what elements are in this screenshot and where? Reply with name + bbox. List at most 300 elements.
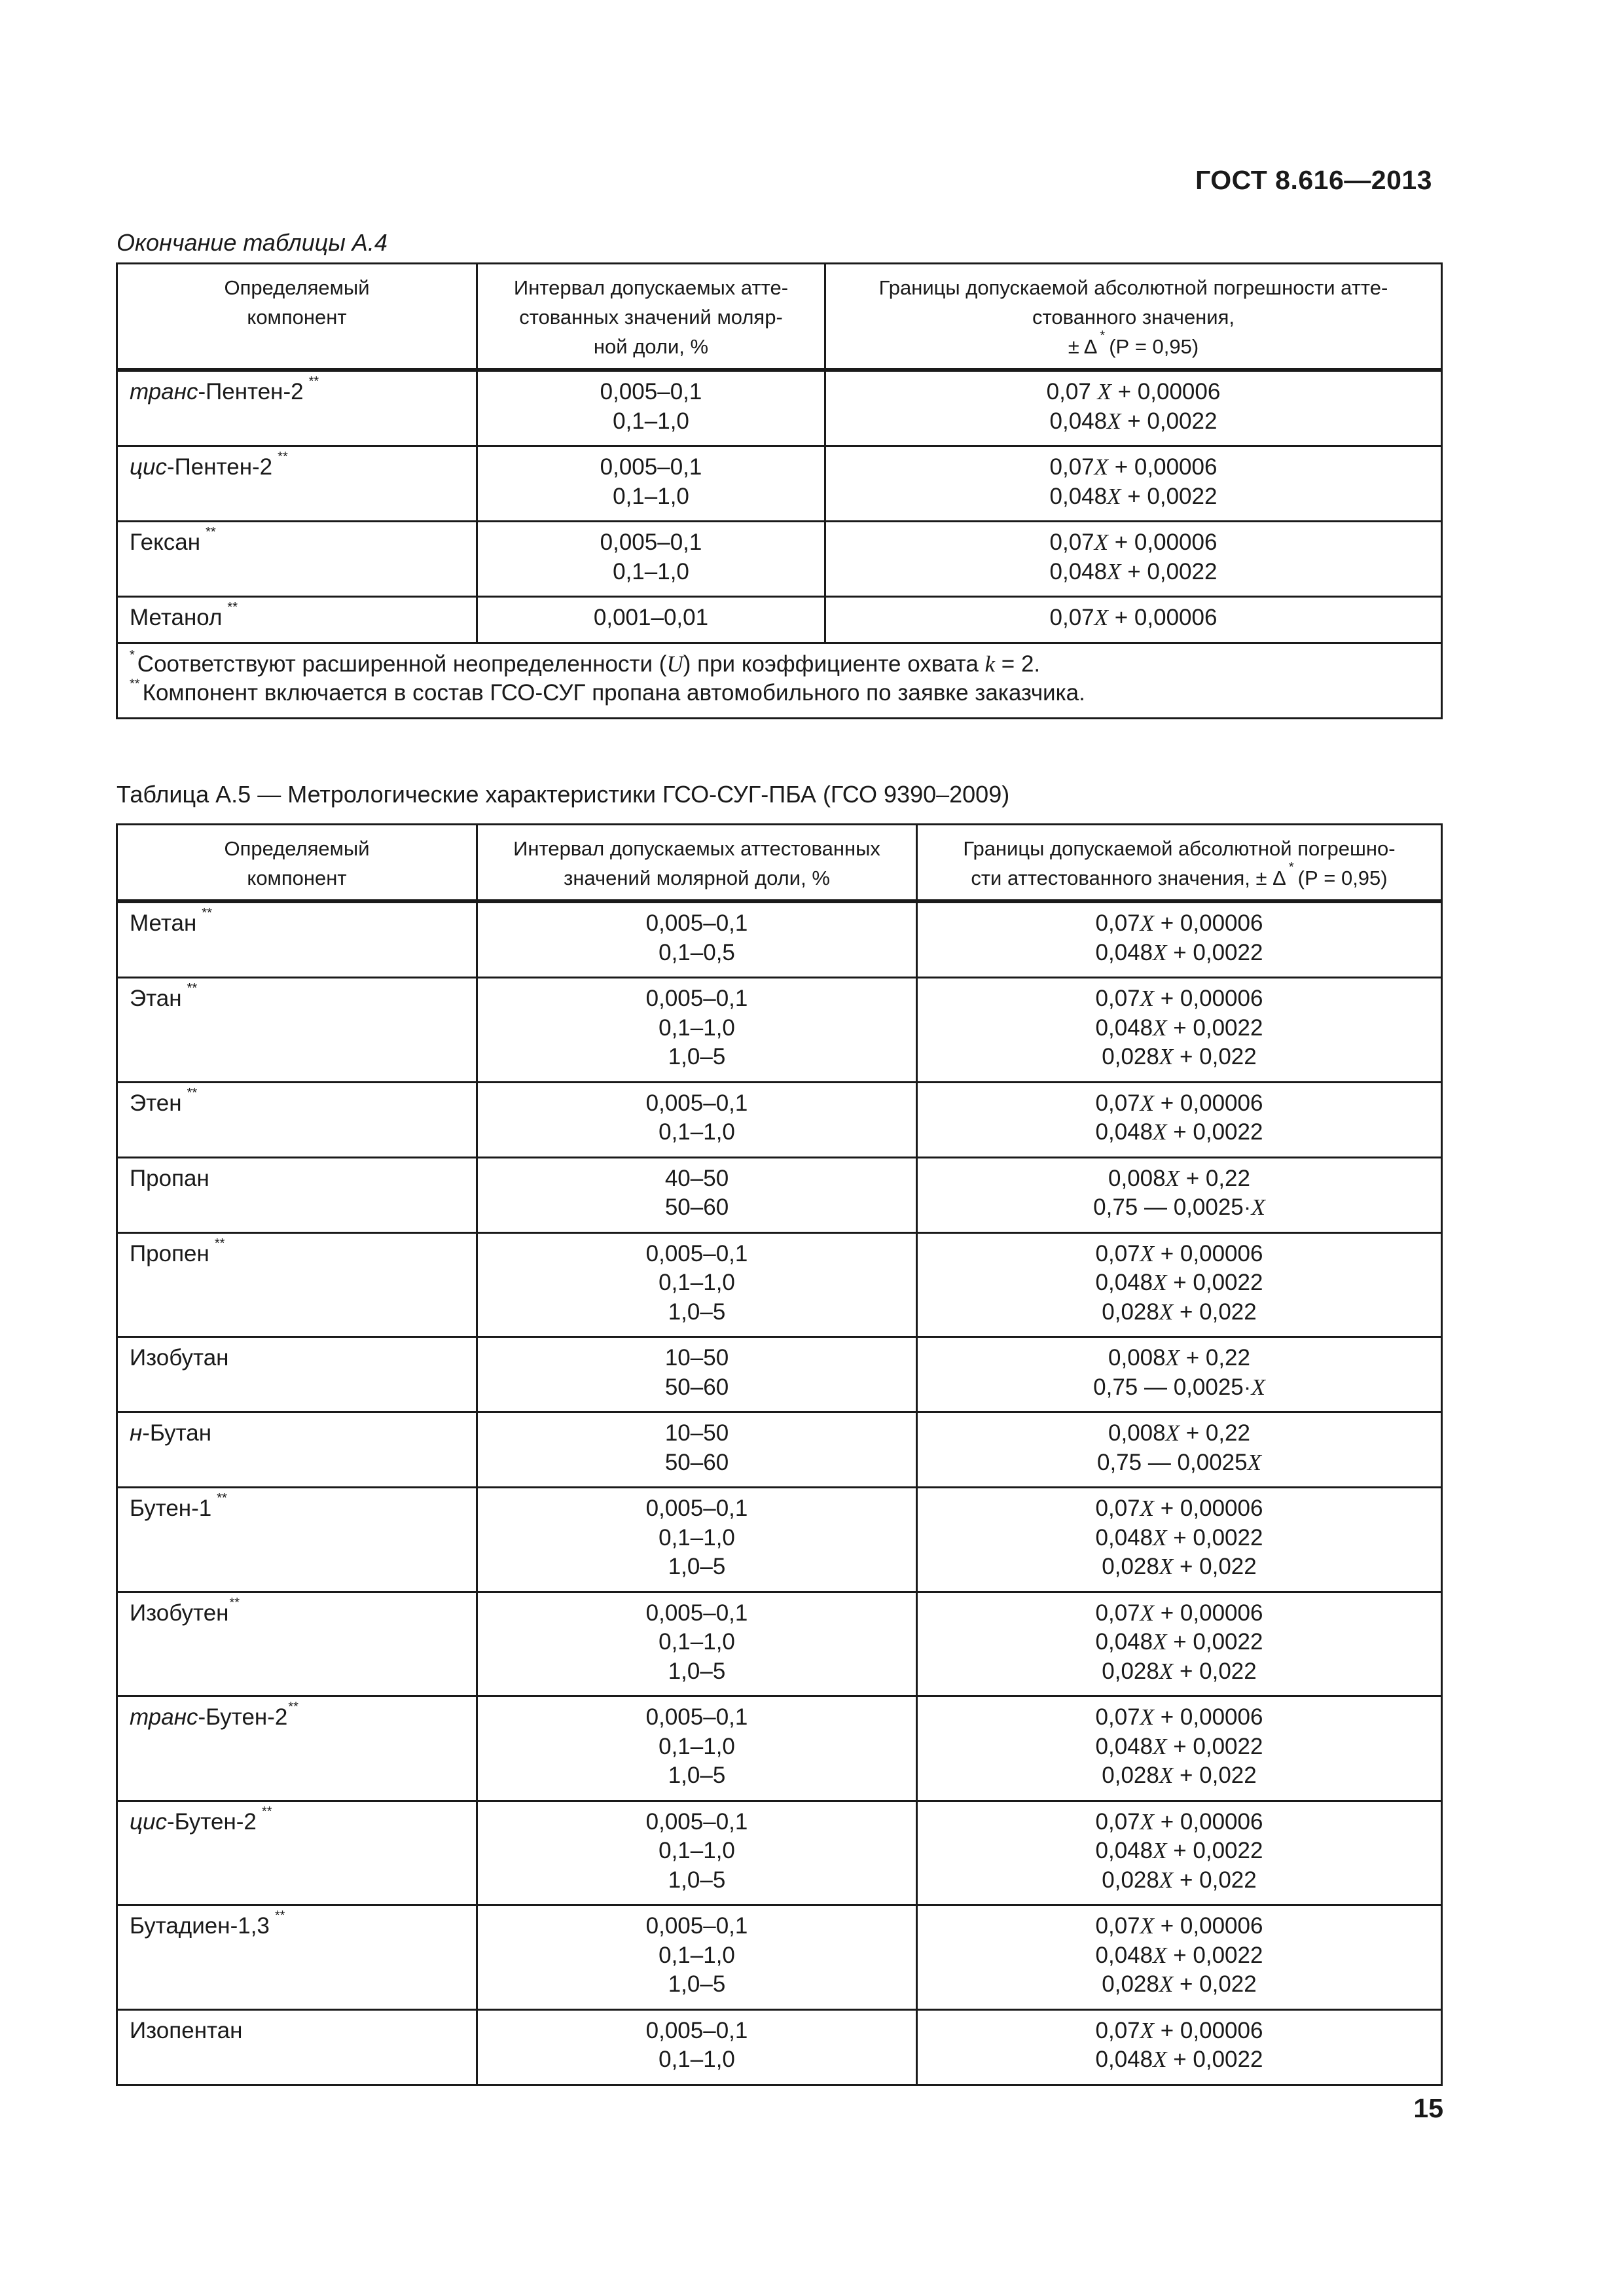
formula-variable: X (1153, 1838, 1167, 1863)
formula-term: + 0,0022 (1166, 1629, 1263, 1655)
footnote-mark: ** (130, 677, 140, 691)
formula-term: + 0,00006 (1154, 2017, 1263, 2043)
table-row (117, 1412, 1442, 1488)
formula-coefficient: 0,07 (1049, 529, 1094, 555)
formula-term: + 0,00006 (1154, 1240, 1263, 1266)
formula-variable: X (1140, 1913, 1155, 1939)
interval-cell (477, 1412, 917, 1488)
formula-coefficient: 0,028 (1102, 1044, 1159, 1069)
error-bound-cell (917, 1592, 1442, 1696)
component-cell (117, 901, 477, 978)
formula-coefficient: 0,75 — 0,0025· (1093, 1194, 1252, 1220)
formula-coefficient: 0,048 (1095, 1733, 1153, 1759)
interval-cell (477, 1488, 917, 1592)
formula-coefficient: 0,07 (1095, 1600, 1140, 1626)
error-bound-cell (917, 2009, 1442, 2085)
error-bound-formula (838, 453, 1429, 482)
formula-coefficient: 0,07 (1095, 2017, 1140, 2043)
interval-value: 0,1–1,0 (659, 1838, 735, 1863)
component-cell (117, 978, 477, 1083)
component-name: -Бутен-2 (198, 1704, 288, 1730)
formula-variable: X (1165, 1345, 1180, 1371)
interval-cell (477, 1157, 917, 1232)
component-cell (117, 1488, 477, 1592)
formula-term: + 0,00006 (1154, 910, 1263, 936)
error-bound-formula (838, 378, 1429, 407)
formula-variable: X (1140, 1090, 1155, 1116)
interval-value: 0,1–1,0 (613, 483, 689, 509)
formula-term: + 0,0022 (1166, 1524, 1263, 1551)
component-cell (117, 2009, 477, 2085)
component-cell (117, 370, 477, 446)
error-bound-formula (929, 1657, 1429, 1687)
table-row (117, 1232, 1442, 1337)
component-cell (117, 1801, 477, 1905)
formula-term: + 0,0022 (1166, 1119, 1263, 1145)
table-row (117, 978, 1442, 1083)
formula-coefficient: 0,07 (1095, 1240, 1140, 1266)
component-cell (117, 1337, 477, 1412)
table-row (117, 1801, 1442, 1905)
interval-value: 0,005–0,1 (600, 454, 702, 480)
error-bound-formula (838, 603, 1429, 633)
formula-coefficient: 0,048 (1095, 939, 1153, 965)
table-row (117, 522, 1442, 597)
interval-value: 0,005–0,1 (645, 1600, 748, 1626)
formula-term: + 0,0022 (1166, 939, 1263, 965)
error-bound-cell (825, 597, 1442, 643)
error-bound-formula (929, 1703, 1429, 1732)
formula-coefficient: 0,07 (1049, 605, 1094, 630)
error-bound-formula (929, 939, 1429, 968)
error-bound-formula (929, 1912, 1429, 1941)
formula-variable: X (1097, 379, 1111, 404)
component-name: Этен (130, 1090, 182, 1116)
component-name: -Пентен-2 (198, 379, 304, 404)
error-bound-formula (929, 1344, 1429, 1373)
interval-value: 1,0–5 (668, 1299, 726, 1325)
interval-value: 0,005–0,1 (645, 1704, 748, 1730)
table-a5-header-row (117, 825, 1442, 902)
interval-value: 50–60 (664, 1449, 729, 1475)
formula-variable: X (1153, 1119, 1167, 1145)
formula-term: + 0,022 (1173, 1658, 1257, 1684)
formula-variable: X (1153, 1524, 1167, 1551)
page-number: 15 (1413, 2093, 1443, 2123)
error-bound-cell (917, 1488, 1442, 1592)
table-row (117, 1082, 1442, 1157)
interval-cell (477, 1232, 917, 1337)
formula-variable: X (1159, 1554, 1174, 1579)
footnote-text: Компонент включается в состав ГСО-СУГ пропана автомобильного по заявке заказчика. (142, 680, 1085, 706)
table-a5-body (117, 901, 1442, 2085)
component-name: Изобутан (130, 1345, 229, 1371)
component-cell (117, 597, 477, 643)
formula-variable: X (1159, 1658, 1174, 1684)
table-a5 (116, 823, 1443, 2086)
formula-coefficient: 0,07 (1095, 1704, 1140, 1730)
component-cell (117, 446, 477, 522)
interval-value: 0,005–0,1 (645, 1090, 748, 1116)
formula-coefficient: 0,048 (1049, 408, 1108, 434)
error-bound-formula (929, 1043, 1429, 1072)
component-name: -Бутен-2 (166, 1808, 257, 1835)
component-prefix: транс (130, 1704, 198, 1730)
component-cell (117, 1232, 477, 1337)
formula-term: + 0,00006 (1154, 1496, 1263, 1521)
component-prefix: цис (130, 1808, 167, 1835)
error-bound-cell (825, 370, 1442, 446)
column-header-interval: Интервал допускаемых аттестованных значений молярной доли, % (477, 825, 917, 902)
interval-value: 0,1–1,0 (659, 1733, 735, 1759)
error-bound-formula (929, 1552, 1429, 1582)
interval-value: 0,005–0,1 (645, 1496, 748, 1521)
formula-coefficient: 0,048 (1049, 558, 1108, 584)
component-name: Гексан (130, 529, 201, 555)
component-name: Бутадиен-1,3 (130, 1913, 270, 1939)
interval-cell (477, 901, 917, 978)
error-bound-formula (929, 1628, 1429, 1657)
formula-term: + 0,022 (1173, 1763, 1257, 1788)
formula-coefficient: 0,028 (1102, 1971, 1159, 1997)
error-bound-formula (929, 2017, 1429, 2046)
footnote-mark: ** (274, 1909, 285, 1923)
formula-term: + 0,0022 (1166, 1838, 1263, 1863)
error-bound-formula (929, 1732, 1429, 1762)
formula-variable: X (1140, 2017, 1155, 2043)
formula-variable: X (1140, 986, 1155, 1011)
error-bound-formula (929, 1268, 1429, 1298)
table-row (117, 1337, 1442, 1412)
error-bound-formula (838, 528, 1429, 558)
error-bound-cell (917, 1337, 1442, 1412)
error-bound-formula (929, 909, 1429, 939)
error-bound-formula (929, 1373, 1429, 1403)
interval-value: 1,0–5 (668, 1867, 726, 1893)
formula-term: + 0,022 (1173, 1044, 1257, 1069)
formula-coefficient: 0,048 (1095, 2047, 1153, 2072)
interval-value: 0,1–1,0 (659, 1270, 735, 1295)
footnote-mark: ** (187, 981, 198, 996)
formula-variable: X (1153, 2047, 1167, 2072)
interval-cell (477, 1337, 917, 1412)
formula-variable: X (1140, 1240, 1155, 1266)
footnote-text: = 2. (995, 651, 1041, 677)
interval-value: 0,1–1,0 (613, 558, 689, 584)
interval-cell (477, 1905, 917, 2010)
formula-term: + 0,00006 (1108, 605, 1218, 630)
error-bound-formula (929, 1118, 1429, 1147)
formula-term: + 0,22 (1179, 1420, 1250, 1446)
interval-cell (477, 1696, 917, 1801)
error-bound-formula (929, 1494, 1429, 1524)
interval-value: 1,0–5 (668, 1971, 726, 1997)
formula-coefficient: 0,07 (1095, 986, 1140, 1011)
component-cell (117, 1412, 477, 1488)
footnote-mark: ** (187, 1085, 198, 1100)
formula-variable: X (1153, 1942, 1167, 1968)
error-bound-cell (917, 901, 1442, 978)
formula-variable: X (1094, 605, 1109, 630)
error-bound-formula (838, 558, 1429, 587)
formula-variable: X (1153, 1733, 1167, 1759)
footnote-variable: U (666, 651, 683, 677)
interval-value: 0,1–0,5 (659, 939, 735, 965)
interval-cell (477, 446, 825, 522)
error-bound-formula (929, 1970, 1429, 2000)
table-a4-notes-row (117, 643, 1442, 718)
formula-coefficient: 0,07 (1095, 1913, 1140, 1939)
error-bound-cell (825, 446, 1442, 522)
interval-cell (477, 2009, 917, 2085)
formula-term: + 0,0022 (1121, 558, 1218, 584)
error-bound-cell (917, 1696, 1442, 1801)
formula-variable: X (1153, 1629, 1167, 1655)
interval-value: 0,001–0,01 (593, 605, 709, 630)
interval-value: 40–50 (664, 1165, 729, 1191)
column-header-interval: Интервал допускаемых атте- стованных значений моляр- ной доли, % (477, 264, 825, 370)
interval-value: 0,1–1,0 (659, 1524, 735, 1551)
table-a4-notes (117, 643, 1442, 718)
formula-variable: X (1165, 1420, 1180, 1446)
error-bound-formula (929, 1599, 1429, 1628)
error-bound-formula (929, 1524, 1429, 1553)
component-cell (117, 1157, 477, 1232)
formula-term: + 0,022 (1173, 1554, 1257, 1579)
error-bound-formula (929, 1761, 1429, 1791)
interval-cell (477, 522, 825, 597)
formula-coefficient: 0,048 (1095, 1014, 1153, 1041)
formula-variable: X (1140, 910, 1155, 936)
formula-coefficient: 0,048 (1095, 1942, 1153, 1968)
formula-variable: X (1159, 1044, 1174, 1069)
interval-value: 0,1–1,0 (659, 1629, 735, 1655)
footnote-mark: ** (229, 1595, 240, 1610)
table-row (117, 1696, 1442, 1801)
footnote-mark: ** (217, 1491, 227, 1505)
interval-value: 50–60 (664, 1374, 729, 1400)
formula-coefficient: 0,75 — 0,0025· (1093, 1374, 1252, 1400)
interval-value: 0,1–1,0 (659, 1119, 735, 1145)
interval-value: 0,005–0,1 (645, 986, 748, 1011)
formula-variable: X (1107, 483, 1121, 509)
formula-coefficient: 0,008 (1108, 1345, 1166, 1371)
table-row (117, 597, 1442, 643)
component-name: Изопентан (130, 2017, 243, 2043)
component-name: Этан (130, 986, 182, 1011)
formula-variable: X (1094, 454, 1109, 480)
formula-coefficient: 0,028 (1102, 1658, 1159, 1684)
formula-variable: X (1140, 1704, 1155, 1730)
formula-term: + 0,00006 (1154, 1704, 1263, 1730)
formula-variable: X (1251, 1194, 1265, 1220)
formula-coefficient: 0,75 — 0,0025 (1096, 1449, 1248, 1475)
formula-coefficient: 0,048 (1049, 483, 1108, 509)
interval-value: 1,0–5 (668, 1658, 726, 1684)
formula-term: + 0,0022 (1166, 1733, 1263, 1759)
formula-term: + 0,0022 (1166, 2047, 1263, 2072)
footnote-text: Соответствуют расширенной неопределенности ( (137, 651, 667, 677)
footnote-mark: * (130, 647, 135, 662)
component-prefix: транс (130, 379, 198, 404)
formula-coefficient: 0,048 (1095, 1524, 1153, 1551)
error-bound-formula (929, 1866, 1429, 1895)
component-name: Пропан (130, 1165, 209, 1191)
formula-term: + 0,00006 (1108, 529, 1218, 555)
formula-variable: X (1153, 939, 1167, 965)
formula-term: + 0,0022 (1121, 483, 1218, 509)
formula-term: + 0,022 (1173, 1299, 1257, 1325)
error-bound-formula (929, 984, 1429, 1014)
formula-term: + 0,0022 (1121, 408, 1218, 434)
formula-coefficient: 0,07 (1095, 1808, 1140, 1835)
interval-value: 1,0–5 (668, 1763, 726, 1788)
column-header-error-bounds: Границы допускаемой абсолютной погрешно- сти аттестованного значения, ± Δ * (Р = 0,95) (917, 825, 1442, 902)
table-a4 (116, 262, 1443, 719)
footnote-mark: ** (214, 1236, 225, 1251)
error-bound-formula (929, 1419, 1429, 1448)
formula-term: + 0,0022 (1166, 1014, 1263, 1041)
component-name: Бутен-1 (130, 1496, 212, 1521)
formula-variable: X (1159, 1867, 1174, 1893)
component-name: Изобутен (130, 1600, 229, 1626)
interval-value: 0,1–1,0 (659, 1014, 735, 1041)
component-cell (117, 522, 477, 597)
formula-coefficient: 0,028 (1102, 1867, 1159, 1893)
table-a4-header-row (117, 264, 1442, 370)
interval-value: 0,005–0,1 (645, 1240, 748, 1266)
error-bound-formula (929, 1941, 1429, 1971)
formula-variable: X (1159, 1763, 1174, 1788)
footnote-mark: ** (308, 374, 319, 389)
footnote-mark: ** (227, 600, 238, 615)
formula-coefficient: 0,028 (1102, 1554, 1159, 1579)
interval-cell (477, 1082, 917, 1157)
component-prefix: н (130, 1420, 143, 1446)
formula-term: + 0,00006 (1111, 379, 1221, 404)
formula-coefficient: 0,028 (1102, 1299, 1159, 1325)
formula-term: + 0,00006 (1108, 454, 1218, 480)
footnote-mark: ** (278, 450, 288, 464)
column-header-component: Определяемый компонент (117, 264, 477, 370)
footnote-mark: ** (202, 906, 212, 920)
formula-coefficient: 0,07 (1049, 454, 1094, 480)
footnote-variable: k (984, 651, 996, 677)
error-bound-cell (917, 1801, 1442, 1905)
column-header-component: Определяемый компонент (117, 825, 477, 902)
table-row (117, 1592, 1442, 1696)
error-bound-formula (929, 1837, 1429, 1866)
component-name: Метан (130, 910, 197, 936)
formula-term: + 0,00006 (1154, 986, 1263, 1011)
interval-value: 1,0–5 (668, 1554, 726, 1579)
error-bound-formula (929, 1193, 1429, 1223)
formula-term: + 0,22 (1179, 1345, 1250, 1371)
formula-variable: X (1107, 408, 1121, 434)
table-row (117, 1905, 1442, 2010)
formula-variable: X (1140, 1600, 1155, 1626)
column-header-error-bounds: Границы допускаемой абсолютной погрешности атте- стованного значения, ± Δ * (Р = 0,95) (825, 264, 1442, 370)
component-cell (117, 1592, 477, 1696)
formula-term: + 0,022 (1173, 1971, 1257, 1997)
error-bound-formula (929, 1164, 1429, 1194)
table-row (117, 446, 1442, 522)
interval-value: 0,005–0,1 (600, 529, 702, 555)
formula-variable: X (1159, 1299, 1174, 1325)
error-bound-cell (917, 1905, 1442, 2010)
interval-value: 1,0–5 (668, 1044, 726, 1069)
table-row (117, 1488, 1442, 1592)
error-bound-formula (929, 2045, 1429, 2075)
error-bound-formula (929, 1808, 1429, 1837)
error-bound-formula (929, 1240, 1429, 1269)
formula-coefficient: 0,028 (1102, 1763, 1159, 1788)
interval-cell (477, 597, 825, 643)
interval-value: 10–50 (664, 1345, 729, 1371)
formula-variable: X (1251, 1374, 1265, 1400)
table-a4-caption: Окончание таблицы А.4 (117, 229, 388, 256)
error-bound-cell (917, 1412, 1442, 1488)
formula-coefficient: 0,048 (1095, 1629, 1153, 1655)
interval-value: 0,1–1,0 (659, 2047, 735, 2072)
formula-term: + 0,22 (1179, 1165, 1250, 1191)
formula-term: + 0,00006 (1154, 1913, 1263, 1939)
formula-variable: X (1165, 1165, 1180, 1191)
interval-value: 0,005–0,1 (645, 2017, 748, 2043)
formula-coefficient: 0,07 (1046, 379, 1098, 404)
table-row (117, 1157, 1442, 1232)
formula-coefficient: 0,008 (1108, 1420, 1166, 1446)
interval-value: 0,1–1,0 (659, 1942, 735, 1968)
formula-term: + 0,0022 (1166, 1270, 1263, 1295)
formula-term: + 0,00006 (1154, 1808, 1263, 1835)
interval-value: 0,005–0,1 (600, 379, 702, 404)
error-bound-formula (929, 1448, 1429, 1478)
interval-value: 0,1–1,0 (613, 408, 689, 434)
footnote-mark: ** (206, 525, 216, 539)
formula-variable: X (1094, 529, 1109, 555)
error-bound-formula (929, 1014, 1429, 1043)
footnote-mark: ** (288, 1700, 298, 1714)
formula-term: + 0,00006 (1154, 1600, 1263, 1626)
formula-term: + 0,022 (1173, 1867, 1257, 1893)
formula-term: + 0,0022 (1166, 1942, 1263, 1968)
interval-cell (477, 1801, 917, 1905)
footnote (130, 679, 1429, 708)
table-row (117, 370, 1442, 446)
component-name: Метанол (130, 605, 223, 630)
formula-variable: X (1159, 1971, 1174, 1997)
formula-coefficient: 0,048 (1095, 1119, 1153, 1145)
component-cell (117, 1905, 477, 2010)
interval-value: 0,005–0,1 (645, 1808, 748, 1835)
interval-value: 50–60 (664, 1194, 729, 1220)
formula-variable: X (1140, 1496, 1155, 1521)
formula-coefficient: 0,07 (1095, 1090, 1140, 1116)
component-cell (117, 1082, 477, 1157)
formula-coefficient: 0,008 (1108, 1165, 1166, 1191)
error-bound-formula (838, 407, 1429, 437)
interval-cell (477, 1592, 917, 1696)
error-bound-formula (929, 1298, 1429, 1327)
formula-variable: X (1153, 1270, 1167, 1295)
formula-variable: X (1107, 558, 1121, 584)
footnote-mark: ** (261, 1804, 272, 1819)
table-a4-body (117, 370, 1442, 643)
error-bound-cell (917, 978, 1442, 1083)
interval-value: 0,005–0,1 (645, 910, 748, 936)
formula-coefficient: 0,07 (1095, 910, 1140, 936)
